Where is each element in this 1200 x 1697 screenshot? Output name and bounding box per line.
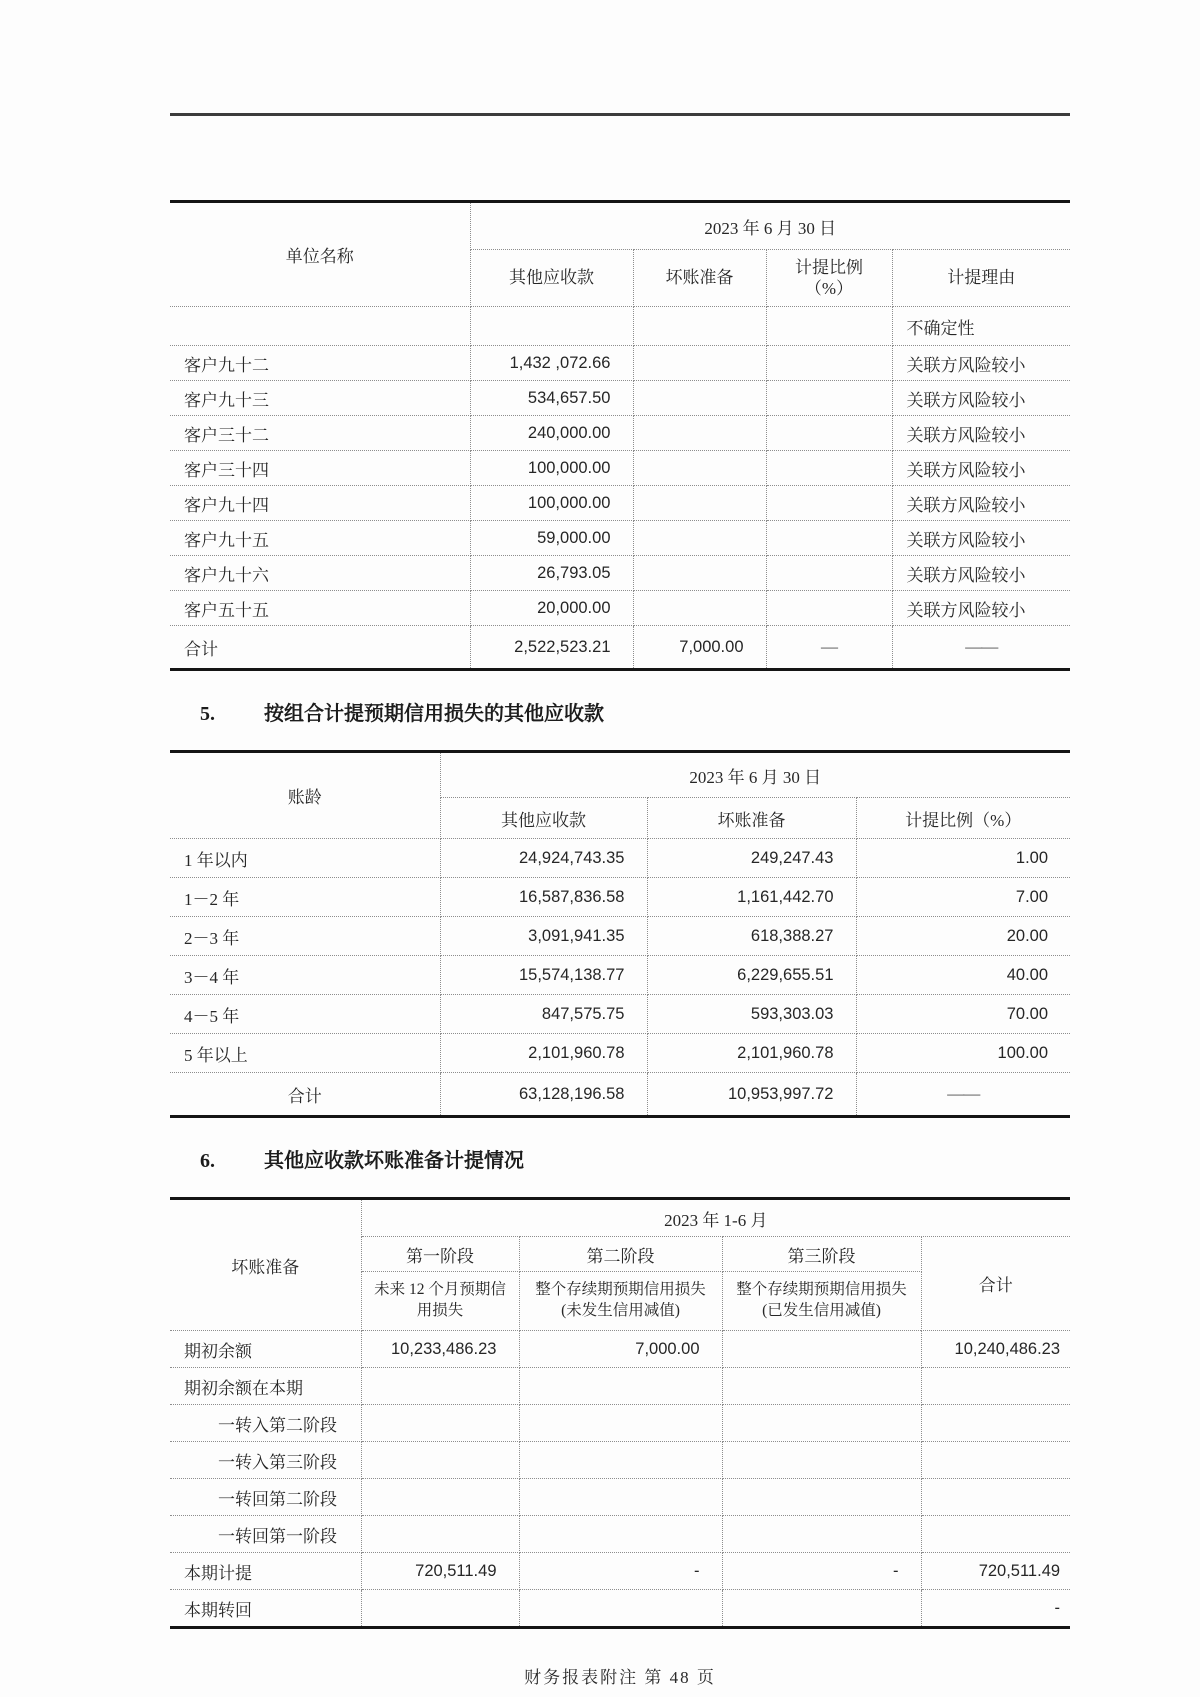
stage3-cell <box>722 1405 921 1442</box>
receivable-cell: 240,000.00 <box>470 416 633 451</box>
receivable-cell: 847,575.75 <box>440 995 647 1034</box>
table2-subheader-receivable: 其他应收款 <box>440 798 647 839</box>
reason-cell: —— <box>892 626 1070 670</box>
stage3-cell <box>722 1516 921 1553</box>
unit-name-cell <box>170 307 470 346</box>
table2-colheader-aging: 账龄 <box>170 752 440 839</box>
ratio-cell <box>766 556 892 591</box>
total-label-cell: 合计 <box>170 1073 440 1117</box>
stage2-cell: - <box>519 1553 722 1590</box>
ratio-cell: 1.00 <box>856 839 1070 878</box>
total-cell <box>921 1442 1070 1479</box>
section-heading-5 <box>170 697 1070 726</box>
ratio-cell <box>766 416 892 451</box>
row-label-cell: 一转入第三阶段 <box>170 1442 361 1479</box>
row-label-cell: 一转入第二阶段 <box>170 1405 361 1442</box>
ratio-label-line1: 计提比例 <box>795 257 863 277</box>
table-row <box>170 556 1070 591</box>
table-row <box>170 1516 1070 1553</box>
ratio-cell <box>766 346 892 381</box>
table3-colheader-provision: 坏账准备 <box>170 1199 361 1331</box>
bad-debt-provision-stages-table <box>170 1197 1070 1629</box>
receivable-cell: 15,574,138.77 <box>440 956 647 995</box>
stage1-cell <box>361 1479 519 1516</box>
table1-subheader-reason: 计提理由 <box>892 250 1070 307</box>
stage3-cell <box>722 1331 921 1368</box>
receivable-cell: 534,657.50 <box>470 381 633 416</box>
ratio-cell: — <box>766 626 892 670</box>
section-number: 5. <box>200 703 215 725</box>
total-label-cell: 合计 <box>170 626 470 670</box>
stage2-description: 整个存续期预期信用损失(未发生信用减值) <box>519 1272 722 1331</box>
receivable-cell: 24,924,743.35 <box>440 839 647 878</box>
table-header-row <box>170 202 1070 250</box>
bad-debt-cell: 10,953,997.72 <box>647 1073 856 1117</box>
unit-name-cell: 客户三十二 <box>170 416 470 451</box>
reason-cell: 关联方风险较小 <box>892 416 1070 451</box>
table-row <box>170 1590 1070 1628</box>
receivable-cell: 26,793.05 <box>470 556 633 591</box>
bad-debt-cell <box>633 486 766 521</box>
total-cell <box>921 1368 1070 1405</box>
stage1-description: 未来 12 个月预期信用损失 <box>361 1272 519 1331</box>
total-cell: - <box>921 1590 1070 1628</box>
table-row <box>170 839 1070 878</box>
aging-cell: 5 年以上 <box>170 1034 440 1073</box>
table-row <box>170 917 1070 956</box>
row-label-cell: 本期转回 <box>170 1590 361 1628</box>
stage3-cell <box>722 1368 921 1405</box>
row-label-cell: 期初余额在本期 <box>170 1368 361 1405</box>
bad-debt-cell: 618,388.27 <box>647 917 856 956</box>
stage2-header: 第二阶段 <box>519 1237 722 1272</box>
stage1-header: 第一阶段 <box>361 1237 519 1272</box>
receivable-cell: 63,128,196.58 <box>440 1073 647 1117</box>
table3-period-header: 2023 年 1-6 月 <box>361 1199 1070 1237</box>
receivable-cell: 3,091,941.35 <box>440 917 647 956</box>
stage3-cell <box>722 1442 921 1479</box>
stage3-header: 第三阶段 <box>722 1237 921 1272</box>
receivable-cell <box>470 307 633 346</box>
bad-debt-cell <box>633 591 766 626</box>
row-label-cell: 本期计提 <box>170 1553 361 1590</box>
receivable-cell: 100,000.00 <box>470 486 633 521</box>
ratio-cell: 70.00 <box>856 995 1070 1034</box>
ratio-label-line2: （%） <box>804 279 854 298</box>
table-row <box>170 1034 1070 1073</box>
unit-name-cell: 客户九十三 <box>170 381 470 416</box>
unit-name-cell: 客户九十六 <box>170 556 470 591</box>
stage2-cell <box>519 1442 722 1479</box>
stage1-cell <box>361 1516 519 1553</box>
receivable-cell: 59,000.00 <box>470 521 633 556</box>
reason-cell: 关联方风险较小 <box>892 521 1070 556</box>
page-content <box>170 113 1070 1688</box>
table-row <box>170 1479 1070 1516</box>
total-cell <box>921 1405 1070 1442</box>
table-row <box>170 451 1070 486</box>
receivable-cell: 1,432 ,072.66 <box>470 346 633 381</box>
stage3-cell <box>722 1479 921 1516</box>
stage1-cell <box>361 1368 519 1405</box>
ratio-cell <box>766 486 892 521</box>
table-row <box>170 1368 1070 1405</box>
table-row <box>170 1405 1070 1442</box>
ratio-cell: 20.00 <box>856 917 1070 956</box>
ratio-cell: —— <box>856 1073 1070 1117</box>
stage1-cell <box>361 1442 519 1479</box>
receivable-cell: 2,522,523.21 <box>470 626 633 670</box>
row-label-cell: 一转回第二阶段 <box>170 1479 361 1516</box>
receivable-cell: 16,587,836.58 <box>440 878 647 917</box>
stage1-cell <box>361 1590 519 1628</box>
unit-name-cell: 客户五十五 <box>170 591 470 626</box>
total-row <box>170 1073 1070 1117</box>
unit-name-cell: 客户九十二 <box>170 346 470 381</box>
table-row <box>170 878 1070 917</box>
table1-date-header: 2023 年 6 月 30 日 <box>470 202 1070 250</box>
table1-colheader-unit-name: 单位名称 <box>170 202 470 307</box>
stage3-cell: - <box>722 1553 921 1590</box>
bad-debt-cell <box>633 556 766 591</box>
aging-cell: 2－3 年 <box>170 917 440 956</box>
ratio-cell <box>766 521 892 556</box>
stage1-cell: 720,511.49 <box>361 1553 519 1590</box>
reason-cell: 关联方风险较小 <box>892 486 1070 521</box>
table2-subheader-ratio: 计提比例（%） <box>856 798 1070 839</box>
bad-debt-cell: 249,247.43 <box>647 839 856 878</box>
table1-subheader-ratio <box>766 250 892 307</box>
table-row <box>170 521 1070 556</box>
bad-debt-cell: 7,000.00 <box>633 626 766 670</box>
table1-subheader-receivable: 其他应收款 <box>470 250 633 307</box>
reason-cell: 关联方风险较小 <box>892 451 1070 486</box>
row-label-cell: 一转回第一阶段 <box>170 1516 361 1553</box>
stage2-cell <box>519 1516 722 1553</box>
bad-debt-cell <box>633 521 766 556</box>
table-row <box>170 486 1070 521</box>
aging-groups-table <box>170 750 1070 1118</box>
total-cell <box>921 1516 1070 1553</box>
table-header-row <box>170 752 1070 798</box>
bad-debt-cell: 6,229,655.51 <box>647 956 856 995</box>
section-title: 按组合计提预期信用损失的其他应收款 <box>264 703 604 725</box>
bad-debt-cell <box>633 416 766 451</box>
table-row <box>170 1331 1070 1368</box>
total-cell: 720,511.49 <box>921 1553 1070 1590</box>
header-rule <box>170 113 1070 116</box>
total-column-header: 合计 <box>921 1237 1070 1331</box>
table-row <box>170 1553 1070 1590</box>
ratio-cell: 100.00 <box>856 1034 1070 1073</box>
bad-debt-cell <box>633 451 766 486</box>
ratio-cell: 7.00 <box>856 878 1070 917</box>
row-label-cell: 期初余额 <box>170 1331 361 1368</box>
stage2-cell <box>519 1479 722 1516</box>
table-row <box>170 956 1070 995</box>
section-heading-6 <box>170 1144 1070 1173</box>
reason-cell: 关联方风险较小 <box>892 346 1070 381</box>
receivable-cell: 20,000.00 <box>470 591 633 626</box>
ratio-cell <box>766 307 892 346</box>
page-footer: 财务报表附注 第 48 页 <box>524 1668 716 1687</box>
stage3-description: 整个存续期预期信用损失(已发生信用减值) <box>722 1272 921 1331</box>
total-row <box>170 626 1070 670</box>
reason-cell: 关联方风险较小 <box>892 381 1070 416</box>
unit-name-cell: 客户三十四 <box>170 451 470 486</box>
uncertainty-row <box>170 307 1070 346</box>
bad-debt-cell: 593,303.03 <box>647 995 856 1034</box>
total-cell <box>921 1479 1070 1516</box>
receivable-cell: 100,000.00 <box>470 451 633 486</box>
bad-debt-cell: 1,161,442.70 <box>647 878 856 917</box>
unit-name-cell: 客户九十五 <box>170 521 470 556</box>
total-cell: 10,240,486.23 <box>921 1331 1070 1368</box>
stage2-cell <box>519 1405 722 1442</box>
ratio-cell: 40.00 <box>856 956 1070 995</box>
aging-cell: 1 年以内 <box>170 839 440 878</box>
aging-cell: 3－4 年 <box>170 956 440 995</box>
bad-debt-cell <box>633 307 766 346</box>
stage2-cell <box>519 1368 722 1405</box>
bad-debt-cell <box>633 381 766 416</box>
section-title: 其他应收款坏账准备计提情况 <box>264 1150 524 1172</box>
stage2-cell: 7,000.00 <box>519 1331 722 1368</box>
reason-cell: 不确定性 <box>892 307 1070 346</box>
bad-debt-cell <box>633 346 766 381</box>
table-row <box>170 1442 1070 1479</box>
table1-subheader-bad-debt: 坏账准备 <box>633 250 766 307</box>
table2-subheader-bad-debt: 坏账准备 <box>647 798 856 839</box>
table-header-row <box>170 1199 1070 1237</box>
aging-cell: 4－5 年 <box>170 995 440 1034</box>
ratio-cell <box>766 381 892 416</box>
ratio-cell <box>766 591 892 626</box>
stage3-cell <box>722 1590 921 1628</box>
table2-date-header: 2023 年 6 月 30 日 <box>440 752 1070 798</box>
stage2-cell <box>519 1590 722 1628</box>
aging-cell: 1－2 年 <box>170 878 440 917</box>
table-row <box>170 381 1070 416</box>
unit-name-cell: 客户九十四 <box>170 486 470 521</box>
individual-receivables-table <box>170 200 1070 671</box>
reason-cell: 关联方风险较小 <box>892 556 1070 591</box>
stage1-cell <box>361 1405 519 1442</box>
receivable-cell: 2,101,960.78 <box>440 1034 647 1073</box>
table-row <box>170 346 1070 381</box>
reason-cell: 关联方风险较小 <box>892 591 1070 626</box>
stage1-cell: 10,233,486.23 <box>361 1331 519 1368</box>
table-row <box>170 995 1070 1034</box>
bad-debt-cell: 2,101,960.78 <box>647 1034 856 1073</box>
table-row <box>170 416 1070 451</box>
ratio-cell <box>766 451 892 486</box>
section-number: 6. <box>200 1150 215 1172</box>
table-row <box>170 591 1070 626</box>
